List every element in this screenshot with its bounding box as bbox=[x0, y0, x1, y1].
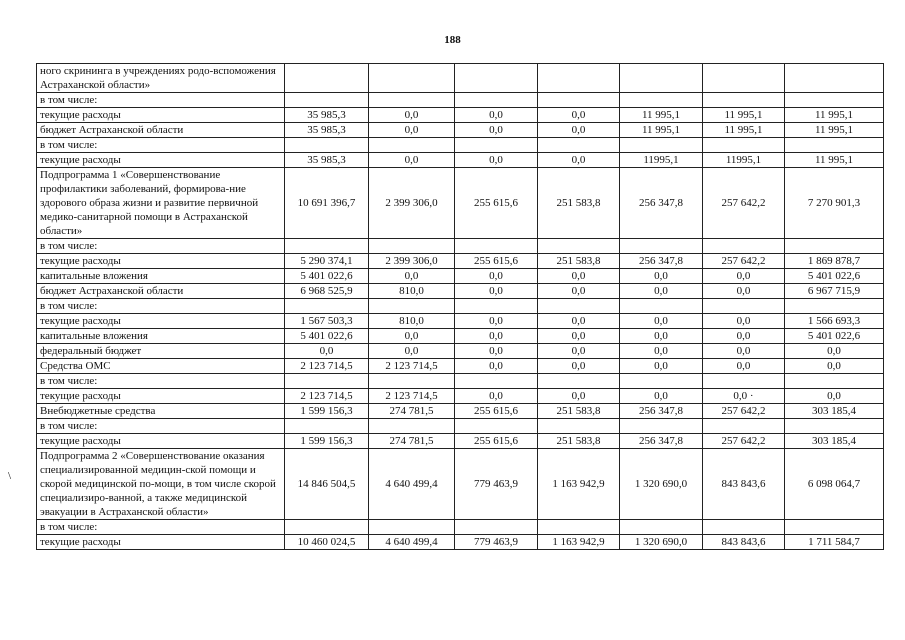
value-cell: 1 869 878,7 bbox=[785, 254, 884, 269]
value-cell: 0,0 bbox=[620, 284, 703, 299]
value-cell: 0,0 bbox=[455, 284, 538, 299]
value-cell: 0,0 bbox=[455, 314, 538, 329]
value-cell bbox=[455, 419, 538, 434]
value-cell: 0,0 bbox=[538, 284, 620, 299]
budget-table bbox=[36, 63, 884, 550]
row-label: капитальные вложения bbox=[37, 269, 285, 284]
value-cell bbox=[369, 299, 455, 314]
value-cell bbox=[538, 520, 620, 535]
row-label: в том числе: bbox=[37, 520, 285, 535]
value-cell: 0,0 bbox=[703, 284, 785, 299]
value-cell: 256 347,8 bbox=[620, 434, 703, 449]
table-row bbox=[37, 389, 884, 404]
value-cell: 257 642,2 bbox=[703, 168, 785, 239]
value-cell: 0,0 bbox=[538, 389, 620, 404]
value-cell: 0,0 bbox=[703, 314, 785, 329]
value-cell: 0,0 bbox=[620, 314, 703, 329]
value-cell bbox=[785, 64, 884, 93]
value-cell: 10 691 396,7 bbox=[285, 168, 369, 239]
value-cell: 255 615,6 bbox=[455, 404, 538, 419]
value-cell: 11 995,1 bbox=[703, 108, 785, 123]
table-row bbox=[37, 153, 884, 168]
value-cell bbox=[538, 93, 620, 108]
value-cell bbox=[285, 239, 369, 254]
value-cell: 1 567 503,3 bbox=[285, 314, 369, 329]
table-row bbox=[37, 138, 884, 153]
value-cell: 255 615,6 bbox=[455, 434, 538, 449]
value-cell: 0,0 bbox=[785, 389, 884, 404]
row-label: текущие расходы bbox=[37, 535, 285, 550]
value-cell: 1 711 584,7 bbox=[785, 535, 884, 550]
value-cell bbox=[285, 419, 369, 434]
value-cell: 0,0 bbox=[455, 269, 538, 284]
value-cell: 0,0 bbox=[620, 344, 703, 359]
row-label: бюджет Астраханской области bbox=[37, 123, 285, 138]
value-cell: 256 347,8 bbox=[620, 404, 703, 419]
table-row bbox=[37, 299, 884, 314]
value-cell: 1 599 156,3 bbox=[285, 404, 369, 419]
value-cell bbox=[455, 374, 538, 389]
value-cell: 0,0 bbox=[369, 344, 455, 359]
value-cell bbox=[455, 239, 538, 254]
value-cell: 0,0 · bbox=[703, 389, 785, 404]
table-row bbox=[37, 419, 884, 434]
row-label: текущие расходы bbox=[37, 434, 285, 449]
value-cell: 11995,1 bbox=[703, 153, 785, 168]
table-row bbox=[37, 344, 884, 359]
value-cell: 0,0 bbox=[538, 344, 620, 359]
row-label: Подпрограмма 2 «Совершенствование оказания специализированной медицин-ской помощи и скорой медицинской по-мощи, в том числе скорой специализиро-ванной, а также медицинской эвакуации в Астраханской области» bbox=[37, 449, 285, 520]
value-cell: 5 401 022,6 bbox=[285, 269, 369, 284]
value-cell bbox=[369, 374, 455, 389]
value-cell: 251 583,8 bbox=[538, 404, 620, 419]
value-cell: 2 123 714,5 bbox=[285, 359, 369, 374]
value-cell bbox=[785, 419, 884, 434]
value-cell: 0,0 bbox=[538, 123, 620, 138]
value-cell bbox=[455, 138, 538, 153]
value-cell: 255 615,6 bbox=[455, 254, 538, 269]
value-cell bbox=[285, 374, 369, 389]
value-cell bbox=[703, 374, 785, 389]
value-cell: 1 320 690,0 bbox=[620, 449, 703, 520]
value-cell: 843 843,6 bbox=[703, 535, 785, 550]
value-cell: 11 995,1 bbox=[785, 123, 884, 138]
value-cell: 6 967 715,9 bbox=[785, 284, 884, 299]
value-cell bbox=[285, 64, 369, 93]
value-cell: 0,0 bbox=[369, 123, 455, 138]
value-cell bbox=[285, 93, 369, 108]
value-cell: 6 968 525,9 bbox=[285, 284, 369, 299]
value-cell: 6 098 064,7 bbox=[785, 449, 884, 520]
value-cell: 274 781,5 bbox=[369, 434, 455, 449]
value-cell: 35 985,3 bbox=[285, 123, 369, 138]
value-cell: 0,0 bbox=[703, 344, 785, 359]
value-cell: 1 320 690,0 bbox=[620, 535, 703, 550]
value-cell bbox=[369, 239, 455, 254]
value-cell: 0,0 bbox=[455, 108, 538, 123]
row-label: в том числе: bbox=[37, 93, 285, 108]
table-row bbox=[37, 168, 884, 239]
value-cell bbox=[538, 138, 620, 153]
table-row bbox=[37, 314, 884, 329]
value-cell bbox=[703, 93, 785, 108]
row-label: в том числе: bbox=[37, 299, 285, 314]
table-row bbox=[37, 269, 884, 284]
table-row bbox=[37, 359, 884, 374]
value-cell: 779 463,9 bbox=[455, 449, 538, 520]
value-cell: 0,0 bbox=[369, 108, 455, 123]
value-cell bbox=[703, 138, 785, 153]
value-cell bbox=[285, 299, 369, 314]
value-cell: 0,0 bbox=[455, 389, 538, 404]
value-cell: 2 399 306,0 bbox=[369, 168, 455, 239]
value-cell bbox=[620, 239, 703, 254]
value-cell: 0,0 bbox=[785, 359, 884, 374]
value-cell: 10 460 024,5 bbox=[285, 535, 369, 550]
value-cell: 2 123 714,5 bbox=[285, 389, 369, 404]
value-cell: 0,0 bbox=[455, 329, 538, 344]
value-cell: 0,0 bbox=[538, 329, 620, 344]
value-cell bbox=[538, 374, 620, 389]
row-label: бюджет Астраханской области bbox=[37, 284, 285, 299]
value-cell bbox=[785, 239, 884, 254]
value-cell bbox=[703, 64, 785, 93]
value-cell bbox=[703, 520, 785, 535]
value-cell bbox=[620, 64, 703, 93]
row-label: Внебюджетные средства bbox=[37, 404, 285, 419]
value-cell bbox=[538, 419, 620, 434]
value-cell: 2 399 306,0 bbox=[369, 254, 455, 269]
value-cell bbox=[285, 520, 369, 535]
value-cell bbox=[538, 64, 620, 93]
value-cell: 303 185,4 bbox=[785, 434, 884, 449]
table-row bbox=[37, 284, 884, 299]
value-cell bbox=[620, 374, 703, 389]
value-cell: 0,0 bbox=[620, 269, 703, 284]
table-row bbox=[37, 239, 884, 254]
row-label: текущие расходы bbox=[37, 108, 285, 123]
value-cell bbox=[785, 138, 884, 153]
value-cell: 0,0 bbox=[703, 359, 785, 374]
row-label: капитальные вложения bbox=[37, 329, 285, 344]
value-cell bbox=[620, 520, 703, 535]
value-cell bbox=[369, 138, 455, 153]
value-cell: 11 995,1 bbox=[620, 123, 703, 138]
value-cell: 0,0 bbox=[620, 359, 703, 374]
value-cell: 810,0 bbox=[369, 314, 455, 329]
value-cell bbox=[703, 419, 785, 434]
row-label: ного скрининга в учреждениях родо-вспоможения Астраханской области» bbox=[37, 64, 285, 93]
value-cell bbox=[455, 93, 538, 108]
value-cell: 2 123 714,5 bbox=[369, 359, 455, 374]
value-cell: 0,0 bbox=[785, 344, 884, 359]
value-cell: 0,0 bbox=[455, 344, 538, 359]
row-label: в том числе: bbox=[37, 239, 285, 254]
value-cell bbox=[785, 93, 884, 108]
value-cell: 2 123 714,5 bbox=[369, 389, 455, 404]
value-cell bbox=[785, 520, 884, 535]
table-row bbox=[37, 64, 884, 93]
value-cell: 35 985,3 bbox=[285, 108, 369, 123]
value-cell: 256 347,8 bbox=[620, 254, 703, 269]
value-cell: 251 583,8 bbox=[538, 254, 620, 269]
value-cell: 1 599 156,3 bbox=[285, 434, 369, 449]
table-row bbox=[37, 329, 884, 344]
value-cell: 14 846 504,5 bbox=[285, 449, 369, 520]
table-row bbox=[37, 520, 884, 535]
table-row bbox=[37, 123, 884, 138]
value-cell: 11995,1 bbox=[620, 153, 703, 168]
value-cell: 0,0 bbox=[455, 123, 538, 138]
value-cell: 256 347,8 bbox=[620, 168, 703, 239]
value-cell: 11 995,1 bbox=[703, 123, 785, 138]
value-cell bbox=[620, 138, 703, 153]
value-cell bbox=[703, 239, 785, 254]
value-cell: 257 642,2 bbox=[703, 254, 785, 269]
value-cell bbox=[538, 299, 620, 314]
value-cell: 7 270 901,3 bbox=[785, 168, 884, 239]
row-label: текущие расходы bbox=[37, 153, 285, 168]
value-cell bbox=[538, 239, 620, 254]
value-cell: 1 566 693,3 bbox=[785, 314, 884, 329]
table-row bbox=[37, 404, 884, 419]
value-cell: 779 463,9 bbox=[455, 535, 538, 550]
value-cell bbox=[455, 64, 538, 93]
value-cell: 0,0 bbox=[538, 153, 620, 168]
table-row bbox=[37, 535, 884, 550]
value-cell: 0,0 bbox=[369, 269, 455, 284]
value-cell: 0,0 bbox=[455, 359, 538, 374]
row-label: Средства ОМС bbox=[37, 359, 285, 374]
value-cell: 0,0 bbox=[538, 314, 620, 329]
value-cell: 0,0 bbox=[538, 359, 620, 374]
value-cell: 11 995,1 bbox=[620, 108, 703, 123]
value-cell: 0,0 bbox=[538, 108, 620, 123]
value-cell: 843 843,6 bbox=[703, 449, 785, 520]
value-cell bbox=[285, 138, 369, 153]
value-cell bbox=[369, 419, 455, 434]
value-cell bbox=[455, 520, 538, 535]
value-cell: 4 640 499,4 bbox=[369, 535, 455, 550]
value-cell: 0,0 bbox=[285, 344, 369, 359]
value-cell: 810,0 bbox=[369, 284, 455, 299]
value-cell bbox=[620, 299, 703, 314]
value-cell: 35 985,3 bbox=[285, 153, 369, 168]
row-label: федеральный бюджет bbox=[37, 344, 285, 359]
row-label: в том числе: bbox=[37, 374, 285, 389]
stray-mark: \ bbox=[8, 470, 12, 482]
table-row bbox=[37, 449, 884, 520]
value-cell: 251 583,8 bbox=[538, 168, 620, 239]
value-cell: 257 642,2 bbox=[703, 434, 785, 449]
row-label: текущие расходы bbox=[37, 389, 285, 404]
row-label: Подпрограмма 1 «Совершенствование профилактики заболеваний, формирова-ние здорового образа жизни и развитие первичной медико-санитарной помощи в Астраханской области» bbox=[37, 168, 285, 239]
page-number: 188 bbox=[444, 34, 461, 46]
value-cell: 1 163 942,9 bbox=[538, 449, 620, 520]
value-cell: 4 640 499,4 bbox=[369, 449, 455, 520]
value-cell: 0,0 bbox=[455, 153, 538, 168]
value-cell: 1 163 942,9 bbox=[538, 535, 620, 550]
value-cell: 257 642,2 bbox=[703, 404, 785, 419]
value-cell: 5 290 374,1 bbox=[285, 254, 369, 269]
value-cell: 5 401 022,6 bbox=[285, 329, 369, 344]
value-cell: 0,0 bbox=[538, 269, 620, 284]
table-row bbox=[37, 434, 884, 449]
row-label: текущие расходы bbox=[37, 254, 285, 269]
value-cell: 0,0 bbox=[703, 269, 785, 284]
value-cell bbox=[620, 93, 703, 108]
row-label: в том числе: bbox=[37, 419, 285, 434]
value-cell: 11 995,1 bbox=[785, 153, 884, 168]
value-cell: 5 401 022,6 bbox=[785, 329, 884, 344]
table-row bbox=[37, 374, 884, 389]
table-row bbox=[37, 93, 884, 108]
value-cell: 0,0 bbox=[620, 329, 703, 344]
row-label: в том числе: bbox=[37, 138, 285, 153]
value-cell: 255 615,6 bbox=[455, 168, 538, 239]
value-cell: 0,0 bbox=[369, 153, 455, 168]
value-cell: 274 781,5 bbox=[369, 404, 455, 419]
value-cell bbox=[785, 374, 884, 389]
value-cell: 5 401 022,6 bbox=[785, 269, 884, 284]
value-cell bbox=[369, 93, 455, 108]
value-cell: 303 185,4 bbox=[785, 404, 884, 419]
table-row bbox=[37, 108, 884, 123]
value-cell: 0,0 bbox=[620, 389, 703, 404]
value-cell: 251 583,8 bbox=[538, 434, 620, 449]
value-cell bbox=[620, 419, 703, 434]
value-cell bbox=[455, 299, 538, 314]
table-row bbox=[37, 254, 884, 269]
value-cell bbox=[703, 299, 785, 314]
row-label: текущие расходы bbox=[37, 314, 285, 329]
value-cell bbox=[785, 299, 884, 314]
value-cell: 0,0 bbox=[703, 329, 785, 344]
value-cell bbox=[369, 520, 455, 535]
value-cell bbox=[369, 64, 455, 93]
value-cell: 0,0 bbox=[369, 329, 455, 344]
value-cell: 11 995,1 bbox=[785, 108, 884, 123]
